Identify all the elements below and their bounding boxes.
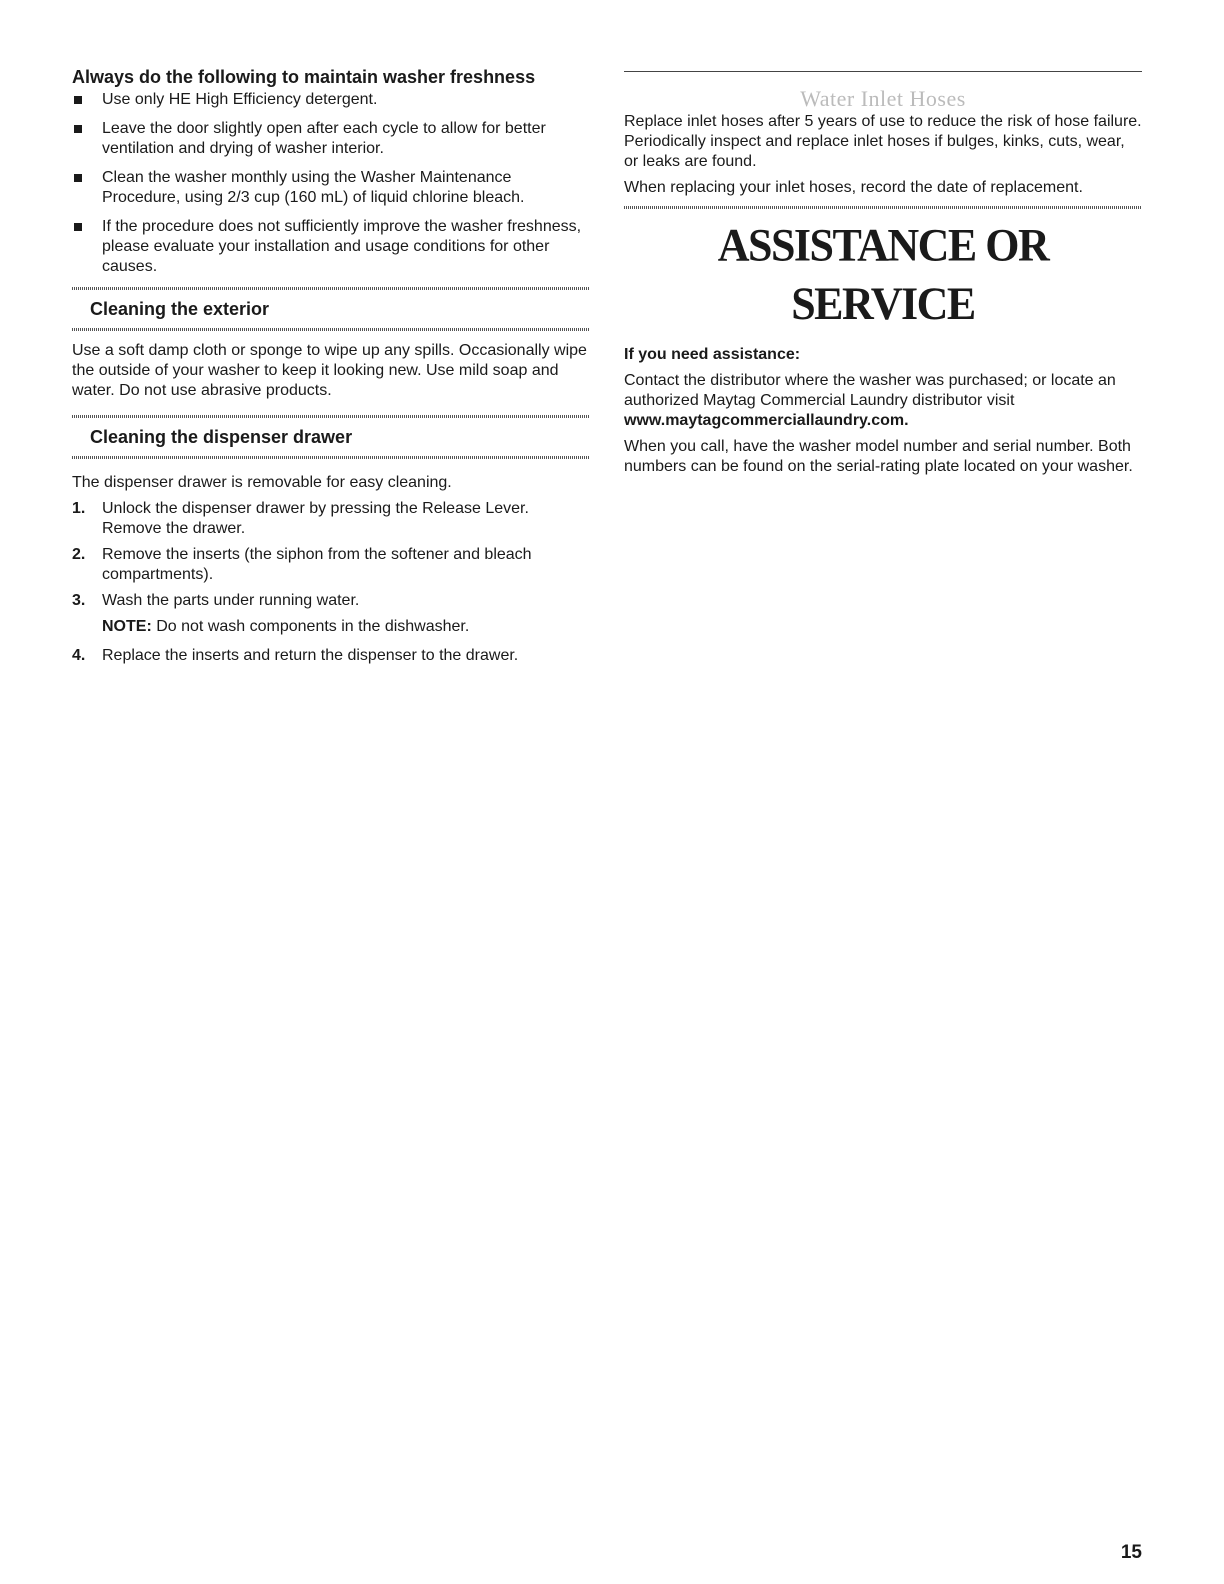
square-bullet-icon (74, 96, 82, 104)
page-number: 15 (1120, 1542, 1142, 1563)
freshness-list (72, 90, 590, 277)
dispenser-heading: Cleaning the dispenser drawer (90, 427, 353, 447)
list-item: Clean the washer monthly using the Washer Maintenance Procedure, using 2/3 cup (160 mL) of liquid chlorine bleach. (72, 168, 590, 208)
left-column (72, 66, 590, 672)
list-item: 3. Wash the parts under running water. (72, 592, 360, 609)
square-bullet-icon (74, 125, 82, 133)
list-item: Use only HE High Efficiency detergent. (72, 90, 590, 110)
divider (72, 456, 590, 459)
list-item: If the procedure does not sufficiently improve the washer freshness, please evaluate your installation and usage conditions for other causes. (72, 217, 590, 277)
list-item: 4. Replace the inserts and return the dispenser to the drawer. (72, 647, 519, 664)
exterior-section (72, 287, 590, 401)
dispenser-note: NOTE: Do not wash components in the dishwasher. (102, 618, 470, 635)
assistance-para-2: When you call, have the washer model number and serial number. Both numbers can be found on the serial-rating plate located on your washer. (624, 438, 1133, 475)
dispenser-section (72, 415, 590, 666)
exterior-text: Use a soft damp cloth or sponge to wipe up any spills. Occasionally wipe the outside of your washer to keep it looking new. Use mild soap and water. Do not use abrasive products. (72, 342, 587, 399)
list-item: Leave the door slightly open after each cycle to allow for better ventilation and drying of washer interior. (72, 119, 590, 159)
divider (624, 206, 1142, 209)
dispenser-intro: The dispenser drawer is removable for easy cleaning. (72, 474, 452, 491)
maytag-url-link[interactable]: www.maytagcommerciallaundry.com. (624, 412, 909, 429)
divider (624, 71, 1142, 72)
hoses-para-2: When replacing your inlet hoses, record the date of replacement. (624, 179, 1083, 196)
square-bullet-icon (74, 223, 82, 231)
right-column (624, 66, 1142, 477)
list-item: 1. Unlock the dispenser drawer by pressing the Release Lever. Remove the drawer. (72, 500, 529, 537)
assistance-para-1: Contact the distributor where the washer was purchased; or locate an authorized Maytag Commercial Laundry distributor visit www.maytagcommerciallaundry.com. (624, 372, 1116, 429)
assistance-title: ASSISTANCE OR SERVICE (717, 219, 1049, 330)
water-inlet-hoses-heading: Water Inlet Hoses (800, 86, 966, 111)
assistance-subheading: If you need assistance: (624, 346, 801, 363)
list-item: 2. Remove the inserts (the siphon from the softener and bleach compartments). (72, 546, 532, 583)
square-bullet-icon (74, 174, 82, 182)
hoses-para-1: Replace inlet hoses after 5 years of use to reduce the risk of hose failure. Periodically inspect and replace inlet hoses if bulges, kinks, cuts, wear, or leaks are found. (624, 113, 1142, 170)
divider (72, 328, 590, 331)
freshness-heading: Always do the following to maintain washer freshness (72, 67, 536, 87)
dispenser-steps (72, 499, 590, 611)
exterior-heading: Cleaning the exterior (90, 299, 270, 319)
dispenser-steps-cont (72, 646, 590, 666)
